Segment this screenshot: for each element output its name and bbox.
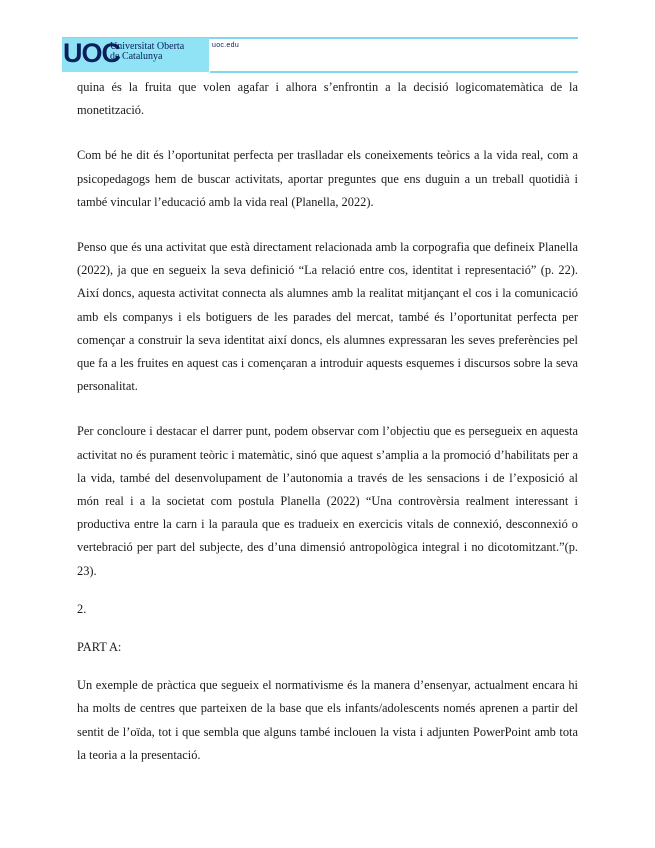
header-bottom-rule — [210, 71, 578, 73]
page-header — [0, 0, 655, 76]
paragraph-3: Penso que és una activitat que està directament relacionada amb la corpografia que defineix Planella (2022), ja que en segueix la seva definició “La relació entre cos, identitat i representació” (p. 22). Així doncs, aquesta activitat connecta als alumnes amb la realitat mitjançant el cos i la comunicació amb els companys i els botiguers de les parades del mercat, també és l’oportunitat perfecta per començar a construir la seva identitat així doncs, els alumnes expressaran les seves preferències pel que fa a les fruites en aquest cas i començaran a introduir aquests esquemes i discursos sobre la seva personalitat. — [77, 240, 578, 394]
section-number: 2. — [77, 601, 87, 616]
paragraph-2: Com bé he dit és l’oportunitat perfecta per traslladar els coneixements teòrics a la vida real, com a psicopedagogs hem de buscar activitats, aportar preguntes que ens duguin a un treball quotidià i també vincular l’educació amb la vida real (Planella, 2022). — [77, 148, 578, 209]
paragraph-1: quina és la fruita que volen agafar i alhora s’enfrontin a la decisió logicomatemàtica de la monetització. — [77, 80, 578, 118]
paragraph-5: Un exemple de pràctica que segueix el normativisme és la manera d’ensenyar, actualment encara hi ha molts de centres que parteixen de la base que els infants/adolescents només aprenen a partir del sentit de l’oïda, tot i que sembla que alguns també inclouen la vista i adjunten PowerPoint amb tota la teoria a la presentació. — [77, 678, 578, 762]
uoc-logo-letters: UOC — [63, 38, 120, 68]
university-name — [110, 42, 184, 62]
part-label: PART A: — [77, 640, 122, 655]
university-name-line2: de Catalunya — [110, 51, 163, 62]
university-website: uoc.edu — [212, 42, 240, 49]
paragraph-4: Per concloure i destacar el darrer punt, podem observar com l’objectiu que es persegueix en aquesta activitat no és purament teòric i matemàtic, sinó que aquest s’amplia a la promoció d’habilitats per a la vida, també del desenvolupament de l’autonomia a través de les sensacions i de l’exposició al món real i a la societat com postula Planella (2022) “Una controvèrsia realment interessant i productiva entre la carn i la paraula que es tradueix en exercicis vitals de connexió, desconnexió o vertebració per part del subjecte, des d’una dimensió antropològica integral i no dicotomitzant.”(p. 23). — [77, 424, 578, 578]
university-name-line1: Universitat Oberta — [110, 41, 185, 52]
document-body — [77, 76, 578, 767]
